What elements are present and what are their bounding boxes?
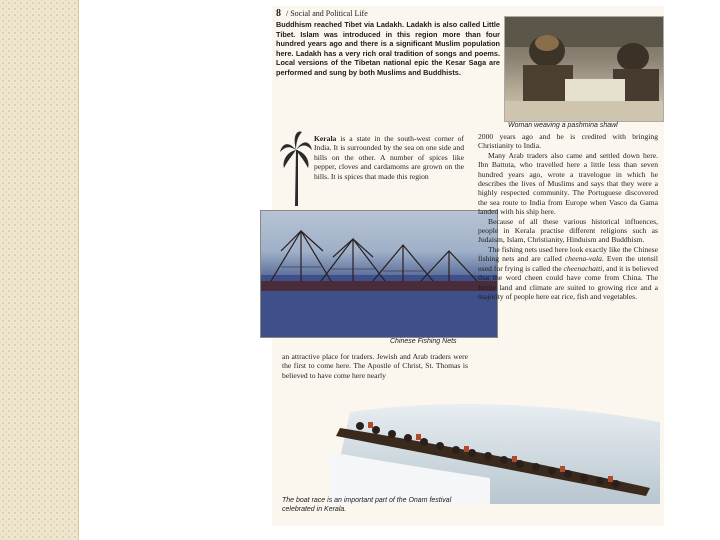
header-separator: / [286, 9, 289, 18]
header-title: Social and Political Life [290, 9, 368, 18]
right-p3: Because of all these various historical influences, people in Kerala practise different religions such as Judaism, Islam, Christianity, Hinduism and Buddhism. [478, 216, 658, 245]
right-p4-term: cheena-vala [564, 254, 602, 264]
decorative-side-strip [0, 0, 79, 540]
kerala-continued: an attractive place for traders. Jewish and Arab traders were the first to come here. The Apostle of Christ, St. Thomas is believed to have come here nearly [282, 352, 468, 380]
right-p1: 2000 years ago and he is credited with bringing Christianity to India. [478, 132, 658, 151]
right-column [478, 132, 658, 301]
shawl-caption: Woman weaving a pashmina shawl [508, 122, 618, 129]
kerala-lead: Kerala [314, 134, 337, 143]
ladakh-paragraph: Buddhism reached Tibet via Ladakh. Ladakh is also called Little Tibet. Islam was introduced in this region more than four hundred years ago and there is a significant Muslim population here. Ladakh has a very rich oral tradition of songs and poems. Local versions of the Tibetan national epic the Kesar Saga are performed and sung by both Muslims and Buddhists. [276, 20, 500, 77]
page-number: 8 [276, 8, 281, 19]
kerala-body: is a state in the south-west corner of India. It is surrounded by the sea on one side and hills on the other. A number of spices like pepper, cloves and cardamoms are grown on the hills. It is spices that made this region [314, 134, 464, 181]
page-header [276, 8, 368, 19]
right-p2: Many Arab traders also came and settled down here. Ibn Battuta, who travelled here a little less than seven hundred years ago, wrote a travelogue in which he describes the lives of Muslims and says that they were a highly respected community. The Portuguese discovered the sea route to India from Europe when Vasco da Gama landed with his ship here. [478, 150, 658, 217]
boat-caption: The boat race is an important part of the Onam festival celebrated in Kerala. [282, 497, 452, 513]
nets-caption: Chinese Fishing Nets [390, 338, 457, 345]
right-p4-a: The fishing nets used here look exactly like the Chinese fishing nets and are called [478, 244, 658, 264]
palm-tree-icon [280, 130, 312, 208]
right-p4 [478, 245, 658, 301]
textbook-page [272, 6, 664, 526]
right-p4-b: . Even the utensil used for frying is called the [478, 254, 658, 273]
chinese-fishing-nets-photo [260, 210, 498, 338]
boat-race-photo [330, 392, 660, 504]
pashmina-shawl-photo [504, 16, 664, 122]
kerala-paragraph [314, 134, 464, 181]
right-p4-term2: cheenachatti [563, 263, 603, 273]
right-p4-c: , and it is believed that the word cheen could have come from China. The fertile land and climate are suited to growing rice and a majority of people here eat rice, fish and vegetables. [478, 263, 658, 301]
